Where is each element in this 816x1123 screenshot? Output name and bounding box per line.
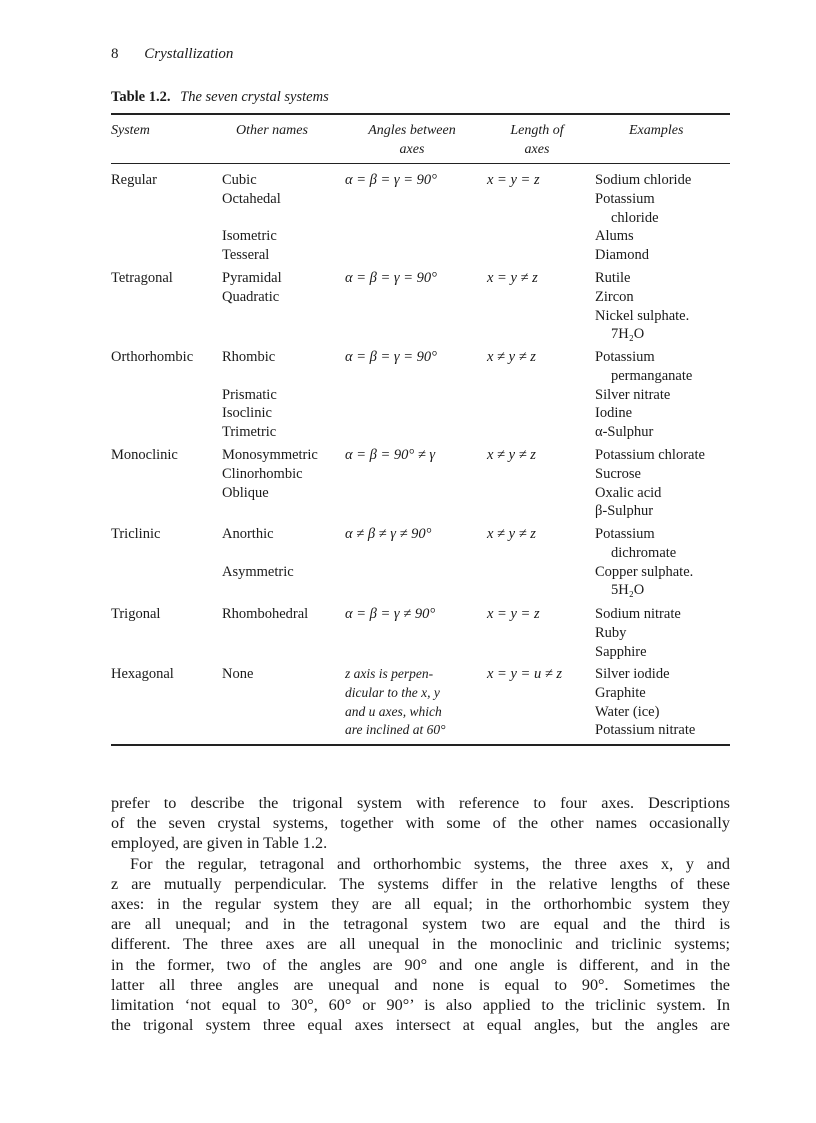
cell-examples: Silver iodide Graphite Water (ice) Potassium nitrate	[595, 666, 696, 739]
cell-angles: α ≠ β ≠ γ ≠ 90°	[345, 526, 432, 542]
cell-length: x ≠ y ≠ z	[487, 526, 536, 542]
cell-system: Regular	[111, 172, 157, 188]
cell-system: Triclinic	[111, 526, 161, 542]
header-length-line-1: Length of	[510, 123, 564, 138]
cell-examples: Rutile Zircon Nickel sulphate. 7H₂O	[595, 270, 690, 343]
paragraph: For the regular, tetragonal and orthorhombic systems, the three axes x, y and z are mutually perpendicular. The systems differ in the relative lengths of these axes: in the regular system they are all equal; in the orthorhombic system they are all unequal; and in the tetragonal system two are equal and the third is different. The three axes are all unequal in the monoclinic and triclinic systems; in the former, two of the angles are 90° and one angle is different, and in the latter all three angles are unequal and none is equal to 90°. Sometimes the limitation ‘not equal to 30°, 60° or 90°’ is also applied to the triclinic system. In the trigonal system three equal axes intersect at equal angles, but the angles are	[111, 854, 730, 1035]
cell-other-names: Rhombic Prismatic Isoclinic Trimetric	[222, 349, 277, 441]
body-text	[111, 793, 730, 1035]
header-angles-line-2: axes	[399, 142, 425, 157]
cell-other-names: Cubic Octahedal Isometric Tesseral	[222, 172, 281, 264]
cell-length: x ≠ y ≠ z	[487, 447, 536, 463]
paragraph: prefer to describe the trigonal system with reference to four axes. Descriptions of the seven crystal systems, together with some of the other names occasionally employed, are given in Table 1.2.	[111, 794, 730, 853]
cell-length: x = y = z	[487, 172, 540, 188]
cell-examples: Sodium nitrate Ruby Sapphire	[595, 606, 681, 660]
cell-examples: Potassium dichromate Copper sulphate. 5H₂O	[595, 526, 694, 599]
cell-length: x = y ≠ z	[487, 270, 538, 286]
header-length-line-2: axes	[524, 142, 550, 157]
cell-angles: α = β = γ = 90°	[345, 270, 437, 286]
cell-angles: α = β = γ = 90°	[345, 349, 437, 365]
running-title: Crystallization	[144, 46, 234, 62]
cell-other-names: Anorthic Asymmetric	[222, 526, 294, 580]
header-angles	[350, 121, 474, 159]
table-caption	[111, 89, 329, 106]
header-system: System	[111, 123, 150, 138]
cell-other-names: None	[222, 666, 254, 682]
header-angles-line-1: Angles between	[368, 123, 456, 138]
cell-angles: z axis is perpen- dicular to the x, y and u axes, which are inclined at 60°	[345, 666, 446, 738]
cell-other-names: Monosymmetric Clinorhombic Oblique	[222, 447, 318, 501]
cell-length: x ≠ y ≠ z	[487, 349, 536, 365]
cell-system: Trigonal	[111, 606, 161, 622]
cell-length: x = y = z	[487, 606, 540, 622]
cell-examples: Potassium permanganate Silver nitrate Iodine α-Sulphur	[595, 349, 693, 441]
cell-angles: α = β = 90° ≠ γ	[345, 447, 436, 463]
cell-angles: α = β = γ = 90°	[345, 172, 437, 188]
cell-examples: Sodium chloride Potassium chloride Alums Diamond	[595, 172, 692, 264]
cell-system: Hexagonal	[111, 666, 174, 682]
table-top-rule	[111, 113, 730, 115]
table-header-rule	[111, 163, 730, 164]
page-number: 8	[111, 46, 119, 62]
cell-other-names: Rhombohedral	[222, 606, 309, 622]
table-bottom-rule	[111, 744, 730, 746]
cell-system: Monoclinic	[111, 447, 178, 463]
cell-system: Orthorhombic	[111, 349, 194, 365]
running-head	[111, 46, 233, 63]
cell-system: Tetragonal	[111, 270, 173, 286]
header-examples: Examples	[629, 123, 684, 138]
header-other-names: Other names	[236, 123, 308, 138]
cell-angles: α = β = γ ≠ 90°	[345, 606, 436, 622]
cell-other-names: Pyramidal Quadratic	[222, 270, 282, 305]
table-caption-title: The seven crystal systems	[180, 89, 329, 105]
header-length	[494, 121, 580, 159]
table-caption-label: Table 1.2.	[111, 89, 171, 105]
cell-length: x = y = u ≠ z	[487, 666, 563, 682]
cell-examples: Potassium chlorate Sucrose Oxalic acid β-Sulphur	[595, 447, 705, 520]
